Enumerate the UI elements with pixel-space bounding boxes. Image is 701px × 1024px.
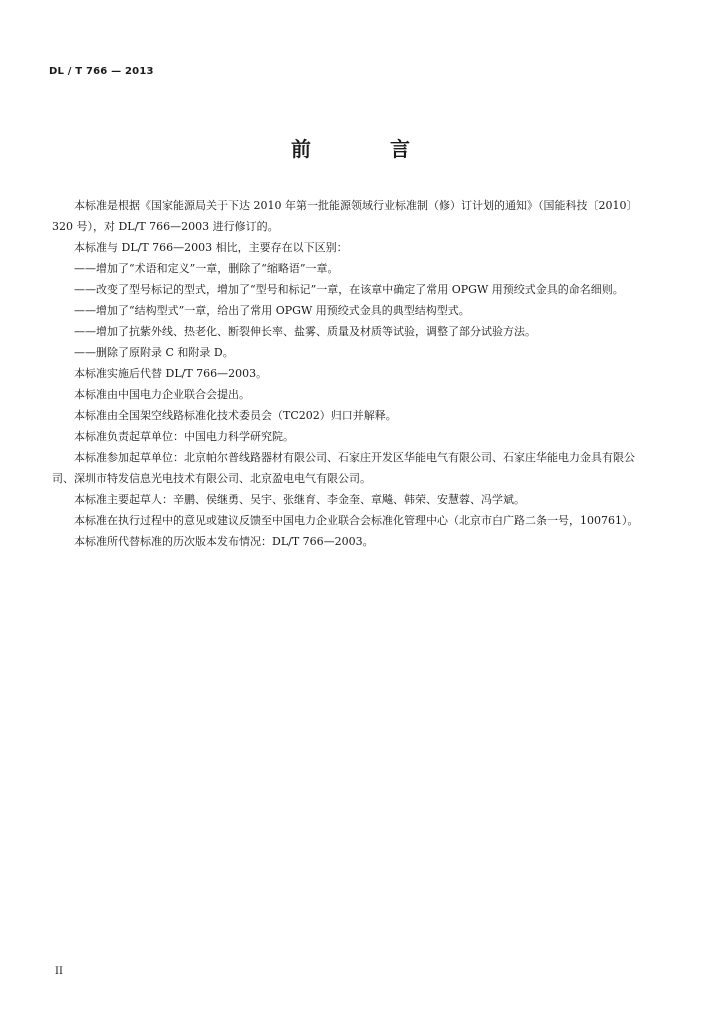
paragraph-change-structure: ——增加了“结构型式”一章，给出了常用 OPGW 用预绞式金具的典型结构型式。: [74, 304, 470, 317]
paragraph-change-tests: ——增加了抗紫外线、热老化、断裂伸长率、盐雾、质量及材质等试验，调整了部分试验方法。: [74, 325, 536, 338]
paragraph-change-appendix: ——删除了原附录 C 和附录 D。: [74, 346, 234, 359]
paragraph-version-history: 本标准所代替标准的历次版本发布情况：DL/T 766—2003。: [74, 535, 374, 548]
paragraph-feedback: 本标准在执行过程中的意见或建议反馈至中国电力企业联合会标准化管理中心（北京市白广路二条一号，100761）。: [74, 514, 639, 527]
page-title: 前 言: [291, 137, 446, 161]
paragraph-basis: 本标准是根据《国家能源局关于下达 2010 年第一批能源领域行业标准制（修）订计划的通知》（国能科技〔2010〕320 号），对 DL/T 766—2003 进行修订的。: [52, 199, 638, 233]
foreword-body: [52, 195, 654, 552]
paragraph-lead-drafter: 本标准负责起草单位：中国电力科学研究院。: [74, 430, 294, 443]
paragraph-change-model-marking: ——改变了型号标记的型式，增加了“型号和标记”一章，在该章中确定了常用 OPGW 用预绞式金具的命名细则。: [74, 283, 624, 296]
paragraph-main-drafters: 本标准主要起草人：辛鹏、侯继勇、吴宇、张继育、李金奎、章飚、韩荣、安慧蓉、冯学斌。: [74, 493, 525, 506]
paragraph-committee: 本标准由全国架空线路标准化技术委员会（TC202）归口并解释。: [74, 409, 397, 422]
document-code-header: DL / T 766 — 2013: [49, 66, 154, 77]
paragraph-replaces: 本标准实施后代替 DL/T 766—2003。: [74, 367, 268, 380]
paragraph-differences-intro: 本标准与 DL/T 766—2003 相比，主要存在以下区别：: [74, 241, 348, 254]
page-number: II: [55, 966, 63, 977]
paragraph-change-terms: ——增加了“术语和定义”一章，删除了“缩略语”一章。: [74, 262, 339, 275]
paragraph-participating-drafters: 本标准参加起草单位：北京帕尔普线路器材有限公司、石家庄开发区华能电气有限公司、石家庄华能电力金具有限公司、深圳市特发信息光电技术有限公司、北京盈电电气有限公司。: [52, 451, 635, 485]
paragraph-proposed-by: 本标准由中国电力企业联合会提出。: [74, 388, 250, 401]
